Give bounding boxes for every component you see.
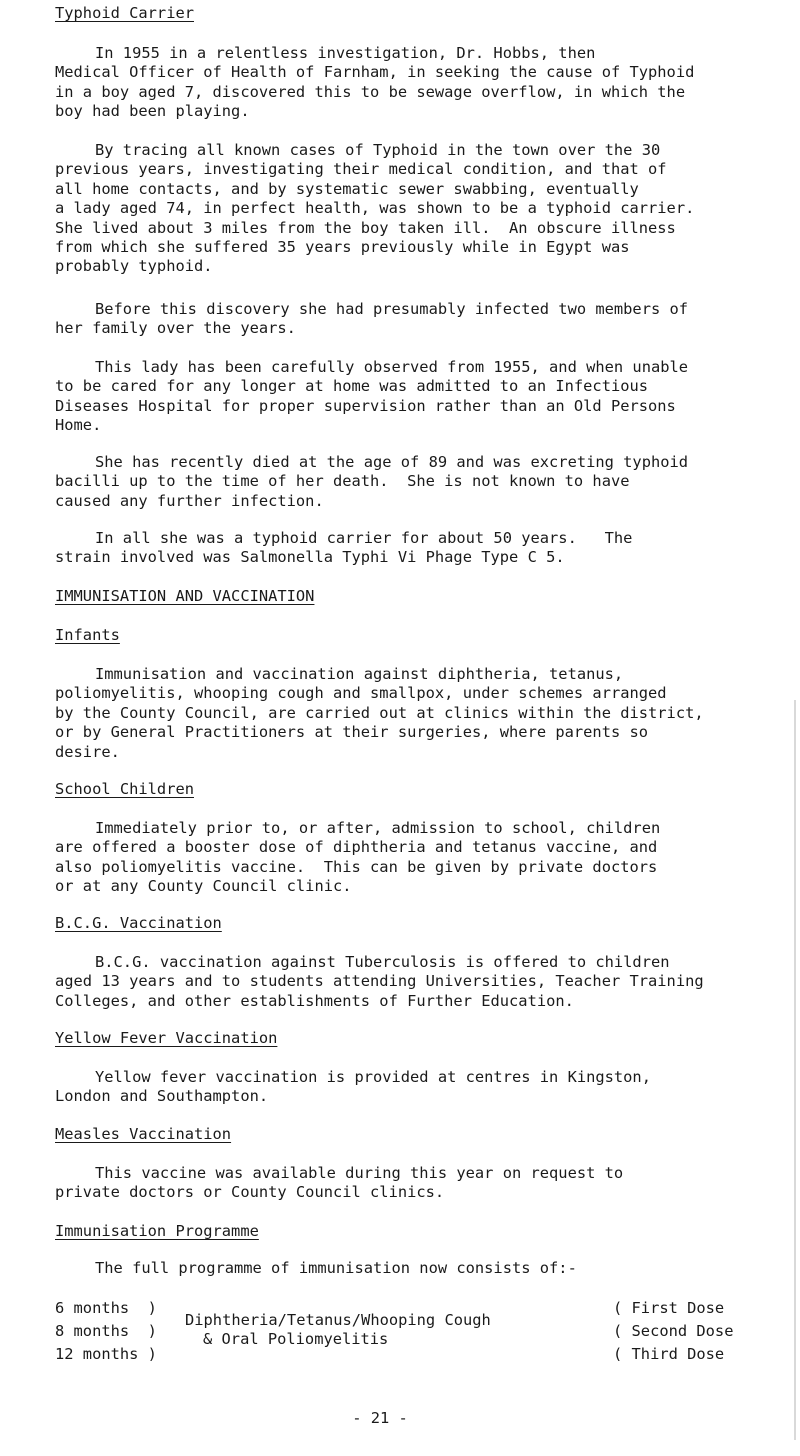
section-heading-immunisation: IMMUNISATION AND VACCINATION <box>55 587 315 605</box>
text-line: caused any further infection. <box>55 491 324 510</box>
subheading-yellow-fever: Yellow Fever Vaccination <box>55 1029 278 1047</box>
text-line: Colleges, and other establishments of Further Education. <box>55 991 574 1010</box>
text-line: are offered a booster dose of diphtheria and tetanus vaccine, and <box>55 838 658 857</box>
text-line: London and Southampton. <box>55 1087 269 1106</box>
text-line: In 1955 in a relentless investigation, Dr. Hobbs, then <box>95 44 596 62</box>
text-line: also poliomyelitis vaccine. This can be given by private doctors <box>55 857 658 876</box>
paragraph-typhoid-family <box>55 300 785 339</box>
paragraph-typhoid-observed <box>55 358 785 436</box>
text-line: Medical Officer of Health of Farnham, in seeking the cause of Typhoid <box>55 63 695 82</box>
subheading-school-children: School Children <box>55 780 194 798</box>
text-line: This vaccine was available during this year on request to <box>95 1164 624 1182</box>
schedule-age-6-months: 6 months ) <box>55 1299 157 1317</box>
text-line: or by General Practitioners at their surgeries, where parents so <box>55 723 649 742</box>
text-line: Yellow fever vaccination is provided at centres in Kingston, <box>95 1068 651 1086</box>
text-line: Home. <box>55 416 102 435</box>
text-line: poliomyelitis, whooping cough and smallpox, under schemes arranged <box>55 684 667 703</box>
schedule-vaccine-line-2: & Oral Poliomyelitis <box>203 1330 389 1348</box>
scan-edge-shadow <box>788 700 796 1440</box>
schedule-second-dose: ( Second Dose <box>613 1322 734 1340</box>
page-number: - 21 - <box>352 1409 408 1427</box>
paragraph-typhoid-strain <box>55 529 785 568</box>
text-line: bacilli up to the time of her death. She is not known to have <box>55 472 630 491</box>
text-line: a lady aged 74, in perfect health, was shown to be a typhoid carrier. <box>55 199 695 218</box>
paragraph-bcg-vaccination <box>55 953 785 1011</box>
text-line: The full programme of immunisation now consists of:- <box>95 1259 577 1277</box>
text-line: to be cared for any longer at home was admitted to an Infectious <box>55 377 649 396</box>
text-line: strain involved was Salmonella Typhi Vi Phage Type C 5. <box>55 548 565 567</box>
subheading-measles-vaccination: Measles Vaccination <box>55 1125 232 1143</box>
text-line: aged 13 years and to students attending Universities, Teacher Training <box>55 972 704 991</box>
schedule-age-8-months: 8 months ) <box>55 1322 157 1340</box>
paragraph-programme-intro <box>55 1259 785 1278</box>
text-line: Diseases Hospital for proper supervision rather than an Old Persons <box>55 396 676 415</box>
schedule-third-dose: ( Third Dose <box>613 1345 725 1363</box>
text-line: She has recently died at the age of 89 and was excreting typhoid <box>95 453 689 471</box>
paragraph-typhoid-death <box>55 453 785 511</box>
subheading-bcg-vaccination: B.C.G. Vaccination <box>55 914 222 932</box>
paragraph-measles-vaccination <box>55 1164 785 1203</box>
paragraph-typhoid-investigation <box>55 44 785 122</box>
text-line: desire. <box>55 742 120 761</box>
text-line: in a boy aged 7, discovered this to be sewage overflow, in which the <box>55 82 686 101</box>
paragraph-school-children <box>55 819 785 897</box>
text-line: Before this discovery she had presumably infected two members of <box>95 300 689 318</box>
paragraph-typhoid-tracing <box>55 141 785 277</box>
text-line: from which she suffered 35 years previously while in Egypt was <box>55 238 630 257</box>
text-line: previous years, investigating their medical condition, and that of <box>55 160 667 179</box>
text-line: by the County Council, are carried out at clinics within the district, <box>55 703 704 722</box>
text-line: probably typhoid. <box>55 257 213 276</box>
text-line: She lived about 3 miles from the boy taken ill. An obscure illness <box>55 218 676 237</box>
text-line: This lady has been carefully observed from 1955, and when unable <box>95 358 689 376</box>
text-line: B.C.G. vaccination against Tuberculosis is offered to children <box>95 953 670 971</box>
subheading-infants: Infants <box>55 626 120 644</box>
text-line: Immediately prior to, or after, admission to school, children <box>95 819 661 837</box>
text-line: By tracing all known cases of Typhoid in the town over the 30 <box>95 141 661 159</box>
text-line: In all she was a typhoid carrier for about 50 years. The <box>95 529 633 547</box>
text-line: her family over the years. <box>55 319 296 338</box>
schedule-vaccine-line-1: Diphtheria/Tetanus/Whooping Cough <box>185 1311 491 1329</box>
schedule-age-12-months: 12 months ) <box>55 1345 157 1363</box>
paragraph-infants <box>55 665 785 762</box>
text-line: all home contacts, and by systematic sewer swabbing, eventually <box>55 179 639 198</box>
text-line: boy had been playing. <box>55 102 250 121</box>
text-line: or at any County Council clinic. <box>55 877 352 896</box>
text-line: private doctors or County Council clinics. <box>55 1183 445 1202</box>
schedule-first-dose: ( First Dose <box>613 1299 725 1317</box>
subheading-immunisation-programme: Immunisation Programme <box>55 1222 259 1240</box>
section-heading-typhoid-carrier: Typhoid Carrier <box>55 4 194 22</box>
paragraph-yellow-fever <box>55 1068 785 1107</box>
text-line: Immunisation and vaccination against diphtheria, tetanus, <box>95 665 624 683</box>
